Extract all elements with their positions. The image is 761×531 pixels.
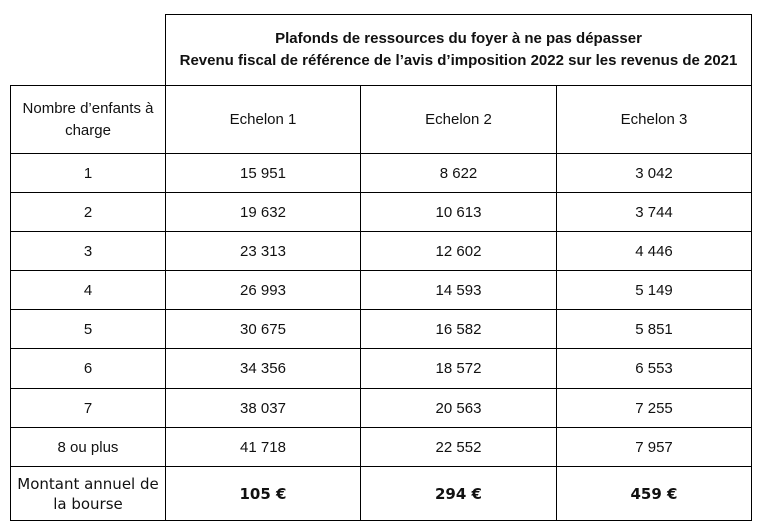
children-count: 3 xyxy=(11,232,166,271)
table-title-row xyxy=(11,15,752,86)
bourse-label-line-1: Montant annuel de xyxy=(17,474,159,493)
children-count: 1 xyxy=(11,154,166,193)
echelon-2-value: 16 582 xyxy=(361,310,557,349)
echelon-3-value: 5 149 xyxy=(557,271,752,310)
echelon-1-value: 38 037 xyxy=(166,389,361,428)
echelon-1-value: 41 718 xyxy=(166,428,361,467)
echelon-3-value: 7 957 xyxy=(557,428,752,467)
echelon-2-value: 22 552 xyxy=(361,428,557,467)
echelon-3-value: 3 744 xyxy=(557,193,752,232)
bourse-amount-label xyxy=(11,467,166,521)
echelon-2-value: 10 613 xyxy=(361,193,557,232)
ressources-table xyxy=(10,14,752,521)
echelon-1-value: 15 951 xyxy=(166,154,361,193)
echelon-1-header: Echelon 1 xyxy=(166,86,361,154)
children-count: 7 xyxy=(11,389,166,428)
table-title xyxy=(166,15,752,86)
children-count: 2 xyxy=(11,193,166,232)
echelon-2-value: 14 593 xyxy=(361,271,557,310)
echelon-2-amount: 294 € xyxy=(361,467,557,521)
table-title-line-1: Plafonds de ressources du foyer à ne pas dépasser xyxy=(275,30,642,47)
bourse-label-line-2: la bourse xyxy=(53,494,123,513)
echelon-3-value: 3 042 xyxy=(557,154,752,193)
echelon-3-value: 7 255 xyxy=(557,389,752,428)
echelon-3-value: 4 446 xyxy=(557,232,752,271)
children-count: 5 xyxy=(11,310,166,349)
echelon-3-value: 5 851 xyxy=(557,310,752,349)
table-row xyxy=(11,271,752,310)
echelon-2-value: 18 572 xyxy=(361,349,557,389)
column-header-row xyxy=(11,86,752,154)
empty-corner-cell xyxy=(11,15,166,86)
table-row xyxy=(11,193,752,232)
table-title-line-2: Revenu fiscal de référence de l’avis d’imposition 2022 sur les revenus de 2021 xyxy=(179,52,738,69)
echelon-2-value: 8 622 xyxy=(361,154,557,193)
table-row xyxy=(11,154,752,193)
echelon-1-amount: 105 € xyxy=(166,467,361,521)
table-row xyxy=(11,428,752,467)
echelon-1-value: 26 993 xyxy=(166,271,361,310)
children-header-line-1: Nombre d’enfants à xyxy=(22,99,154,117)
children-header-line-2: charge xyxy=(65,121,111,139)
table-row xyxy=(11,310,752,349)
bourse-amount-row xyxy=(11,467,752,521)
table-row xyxy=(11,232,752,271)
echelon-1-value: 34 356 xyxy=(166,349,361,389)
echelon-3-header: Echelon 3 xyxy=(557,86,752,154)
children-count: 8 ou plus xyxy=(11,428,166,467)
echelon-1-value: 30 675 xyxy=(166,310,361,349)
table-row xyxy=(11,389,752,428)
children-count: 6 xyxy=(11,349,166,389)
table-row xyxy=(11,349,752,389)
echelon-2-header: Echelon 2 xyxy=(361,86,557,154)
echelon-1-value: 23 313 xyxy=(166,232,361,271)
echelon-2-value: 12 602 xyxy=(361,232,557,271)
children-count: 4 xyxy=(11,271,166,310)
children-column-header xyxy=(11,86,166,154)
echelon-2-value: 20 563 xyxy=(361,389,557,428)
echelon-3-value: 6 553 xyxy=(557,349,752,389)
echelon-1-value: 19 632 xyxy=(166,193,361,232)
echelon-3-amount: 459 € xyxy=(557,467,752,521)
